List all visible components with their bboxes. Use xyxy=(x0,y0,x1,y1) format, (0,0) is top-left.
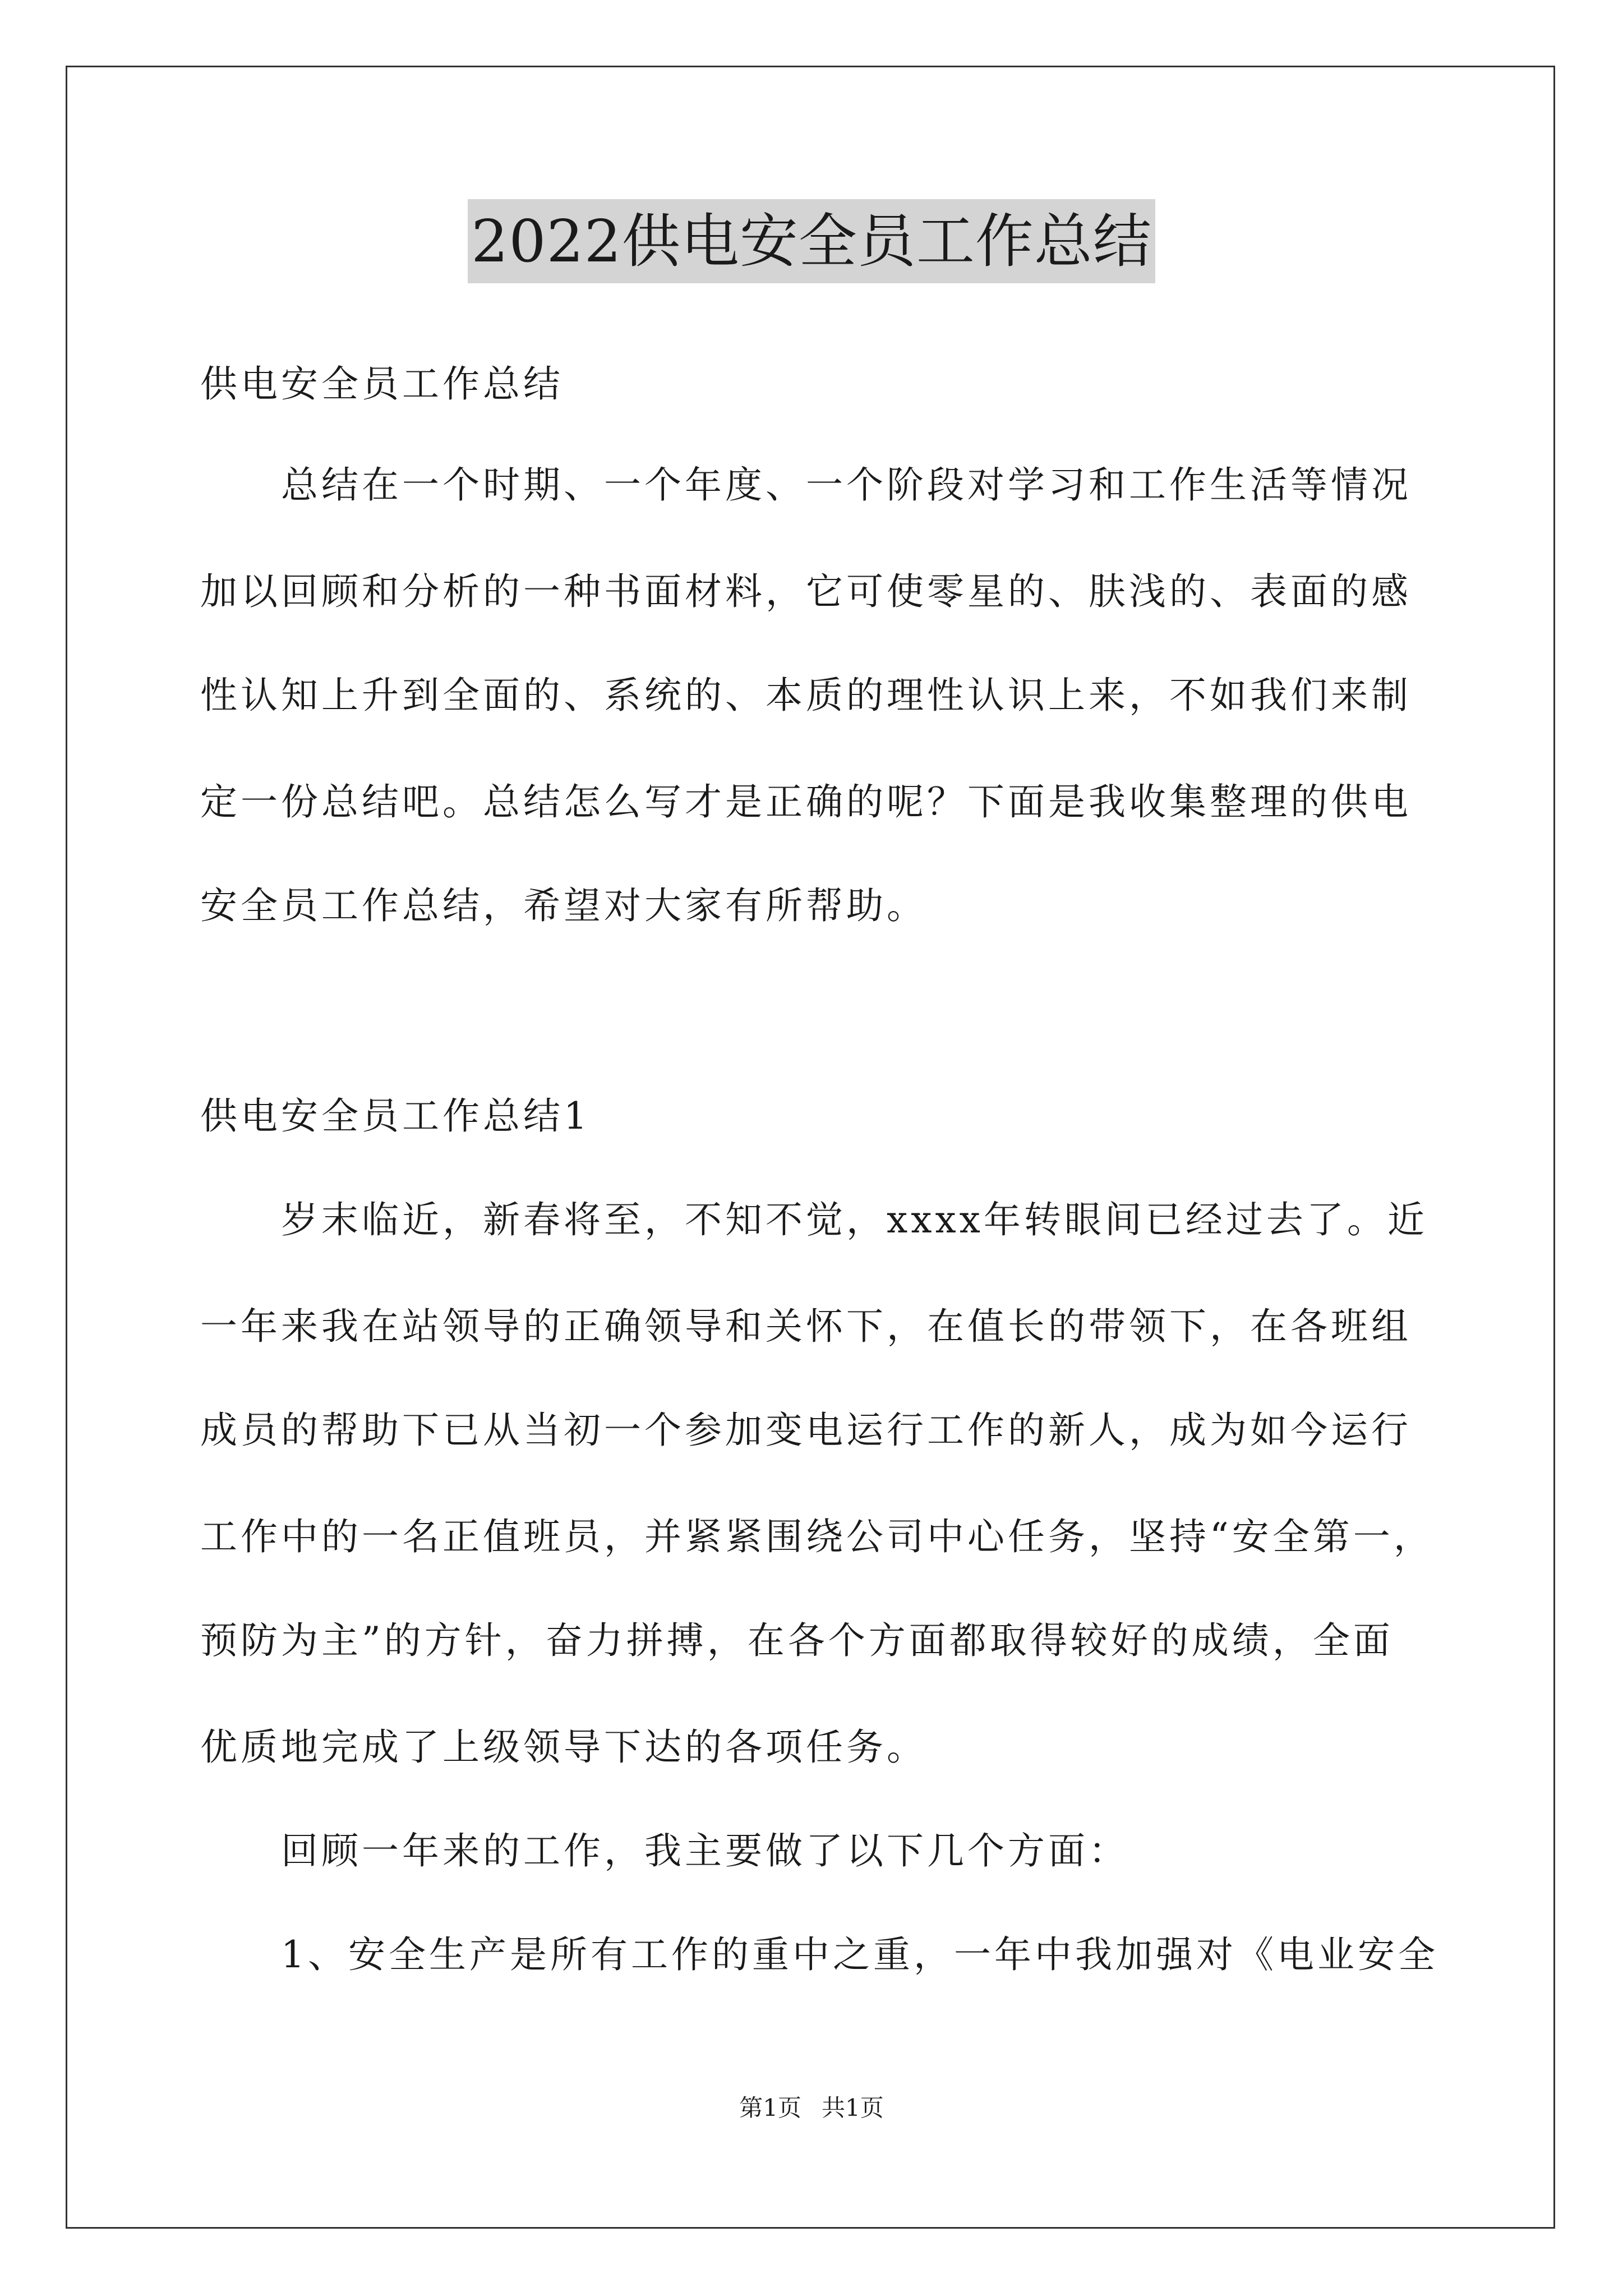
document-title: 2022供电安全员工作总结 xyxy=(468,199,1155,283)
title-container xyxy=(0,199,1623,283)
body-line: 成员的帮助下已从当初一个参加变电运行工作的新人，成为如今运行 xyxy=(200,1409,1412,1452)
body-line: 工作中的一名正值班员，并紧紧围绕公司中心任务，坚持“安全第一， xyxy=(200,1515,1434,1558)
body-line: 回顾一年来的工作，我主要做了以下几个方面： xyxy=(200,1829,1129,1872)
body-line: 一年来我在站领导的正确领导和关怀下，在值长的带领下，在各班组 xyxy=(200,1305,1412,1348)
page-total: 共1页 xyxy=(822,2094,884,2122)
body-line: 岁末临近，新春将至，不知不觉，xxxx年转眼间已经过去了。近 xyxy=(200,1198,1428,1241)
body-line: 性认知上升到全面的、系统的、本质的理性认识上来，不如我们来制 xyxy=(200,674,1412,717)
body-line: 预防为主”的方针，奋力拼搏，在各个方面都取得较好的成绩，全面 xyxy=(200,1619,1394,1662)
body-line: 优质地完成了上级领导下达的各项任务。 xyxy=(200,1726,927,1769)
page-footer xyxy=(0,2091,1623,2125)
body-line: 安全员工作总结，希望对大家有所帮助。 xyxy=(200,884,927,927)
page-number: 第1页 xyxy=(739,2094,801,2122)
body-line: 加以回顾和分析的一种书面材料，它可使零星的、肤浅的、表面的感 xyxy=(200,570,1412,613)
body-line: 1、安全生产是所有工作的重中之重，一年中我加强对《电业安全 xyxy=(200,1933,1438,1976)
body-line: 定一份总结吧。总结怎么写才是正确的呢？下面是我收集整理的供电 xyxy=(200,780,1412,823)
body-line: 总结在一个时期、一个年度、一个阶段对学习和工作生活等情况 xyxy=(200,463,1412,507)
subtitle-line: 供电安全员工作总结 xyxy=(200,362,564,406)
section-heading: 供电安全员工作总结1 xyxy=(200,1094,591,1138)
